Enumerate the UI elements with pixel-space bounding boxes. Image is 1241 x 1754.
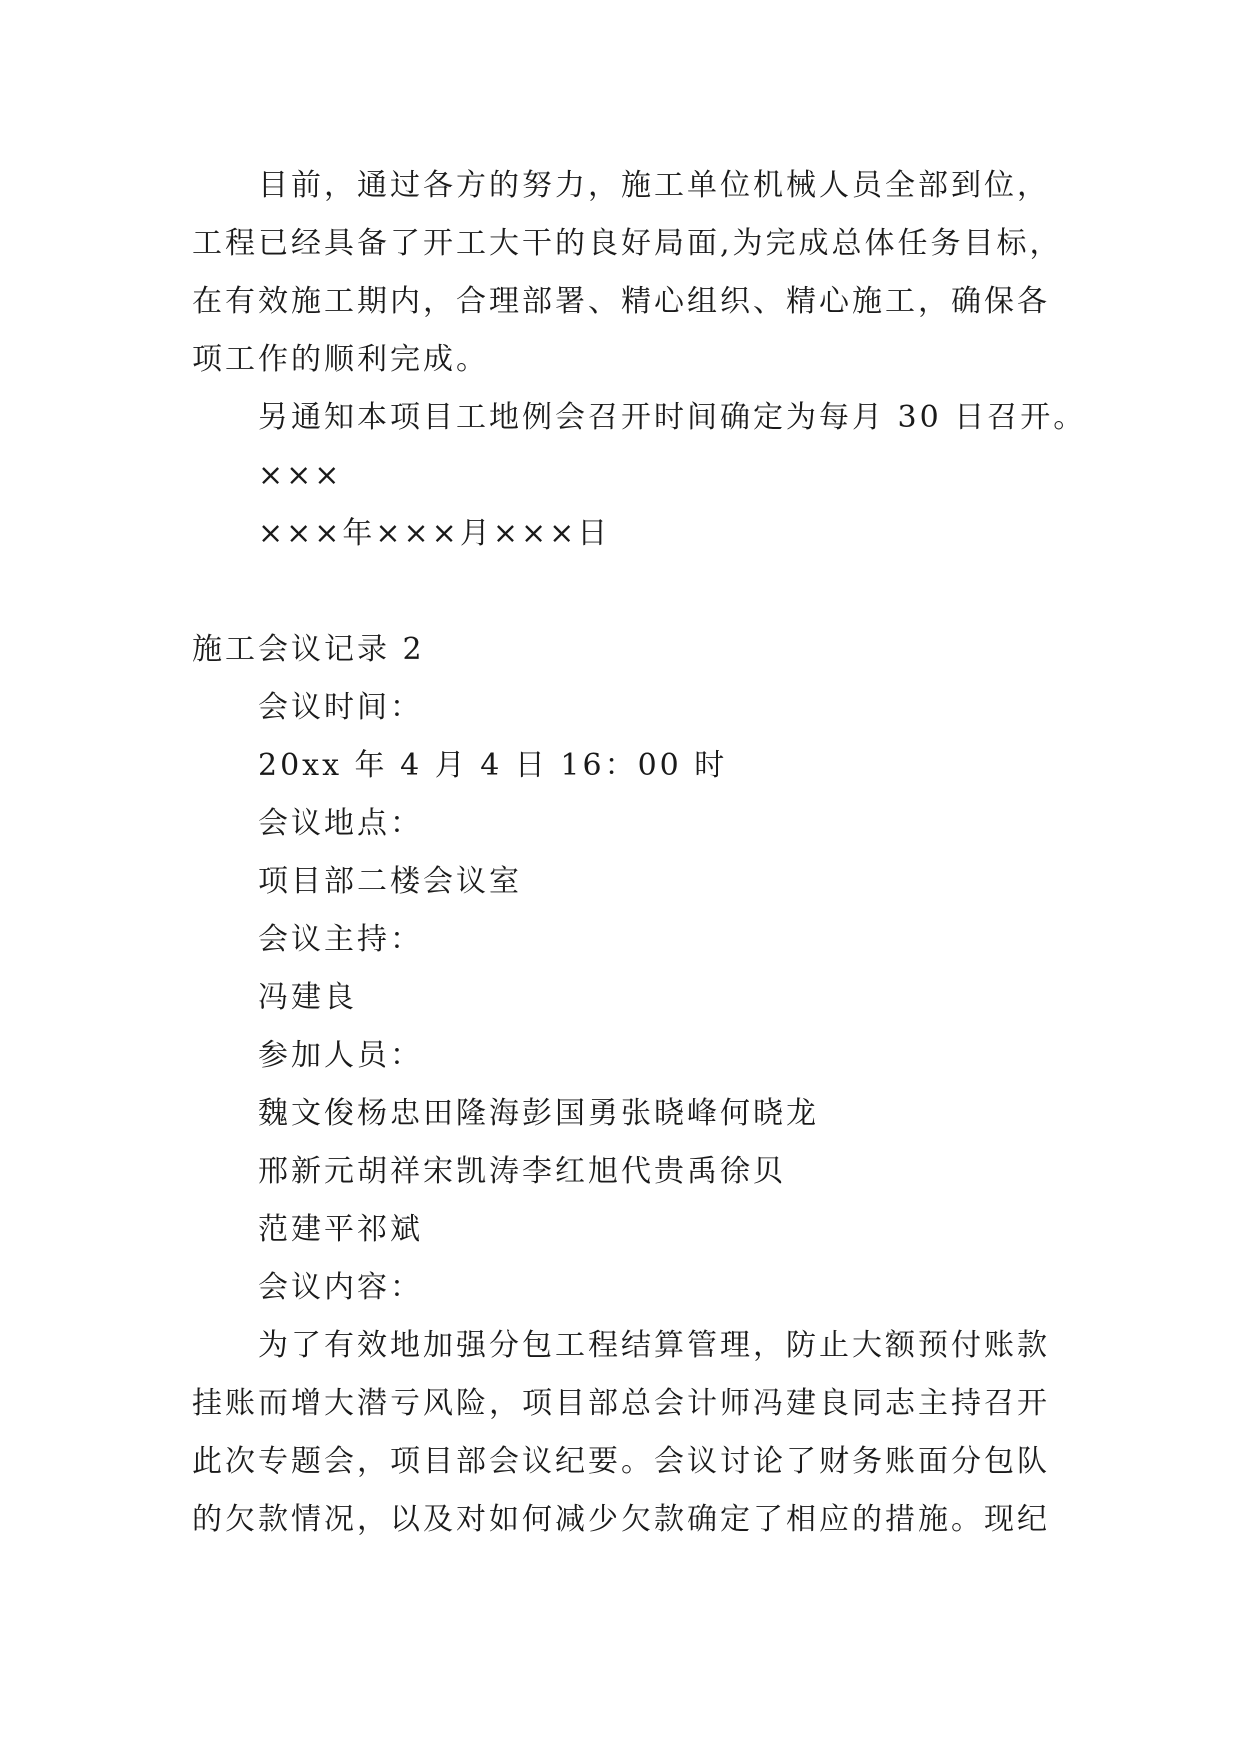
paragraph-1-line-3: 在有效施工期内，合理部署、精心组织、精心施工，确保各 <box>192 284 1050 319</box>
section-title: 施工会议记录 2 <box>192 632 425 667</box>
paragraph-1-line-1: 目前，通过各方的努力，施工单位机械人员全部到位， <box>258 168 1050 203</box>
meeting-time-label: 会议时间： <box>258 690 423 725</box>
paragraph-1-line-2: 工程已经具备了开工大干的良好局面,为完成总体任务目标， <box>192 226 1063 261</box>
notice-text: 另通知本项目工地例会召开时间确定为每月 30 日召开。 <box>258 400 1087 435</box>
meeting-location-label: 会议地点： <box>258 806 423 841</box>
meeting-location-value: 项目部二楼会议室 <box>258 864 522 899</box>
date-line: ×××年×××月×××日 <box>258 516 611 551</box>
meeting-attendees-line-3: 范建平祁斌 <box>258 1212 423 1247</box>
meeting-content-label: 会议内容： <box>258 1270 423 1305</box>
meeting-attendees-line-2: 邢新元胡祥宋凯涛李红旭代贵禹徐贝 <box>258 1154 786 1189</box>
paragraph-2-line-4: 的欠款情况，以及对如何减少欠款确定了相应的措施。现纪 <box>192 1502 1050 1537</box>
meeting-attendees-line-1: 魏文俊杨忠田隆海彭国勇张晓峰何晓龙 <box>258 1096 819 1131</box>
meeting-time-value: 20xx 年 4 月 4 日 16：00 时 <box>258 748 728 783</box>
signature: ××× <box>258 458 343 493</box>
paragraph-2-line-2: 挂账而增大潜亏风险，项目部总会计师冯建良同志主持召开 <box>192 1386 1050 1421</box>
meeting-host-value: 冯建良 <box>258 980 357 1015</box>
meeting-host-label: 会议主持： <box>258 922 423 957</box>
paragraph-2-line-1: 为了有效地加强分包工程结算管理，防止大额预付账款 <box>258 1328 1050 1363</box>
paragraph-1-line-4: 项工作的顺利完成。 <box>192 342 489 377</box>
meeting-attendees-label: 参加人员： <box>258 1038 423 1073</box>
paragraph-2-line-3: 此次专题会，项目部会议纪要。会议讨论了财务账面分包队 <box>192 1444 1050 1479</box>
